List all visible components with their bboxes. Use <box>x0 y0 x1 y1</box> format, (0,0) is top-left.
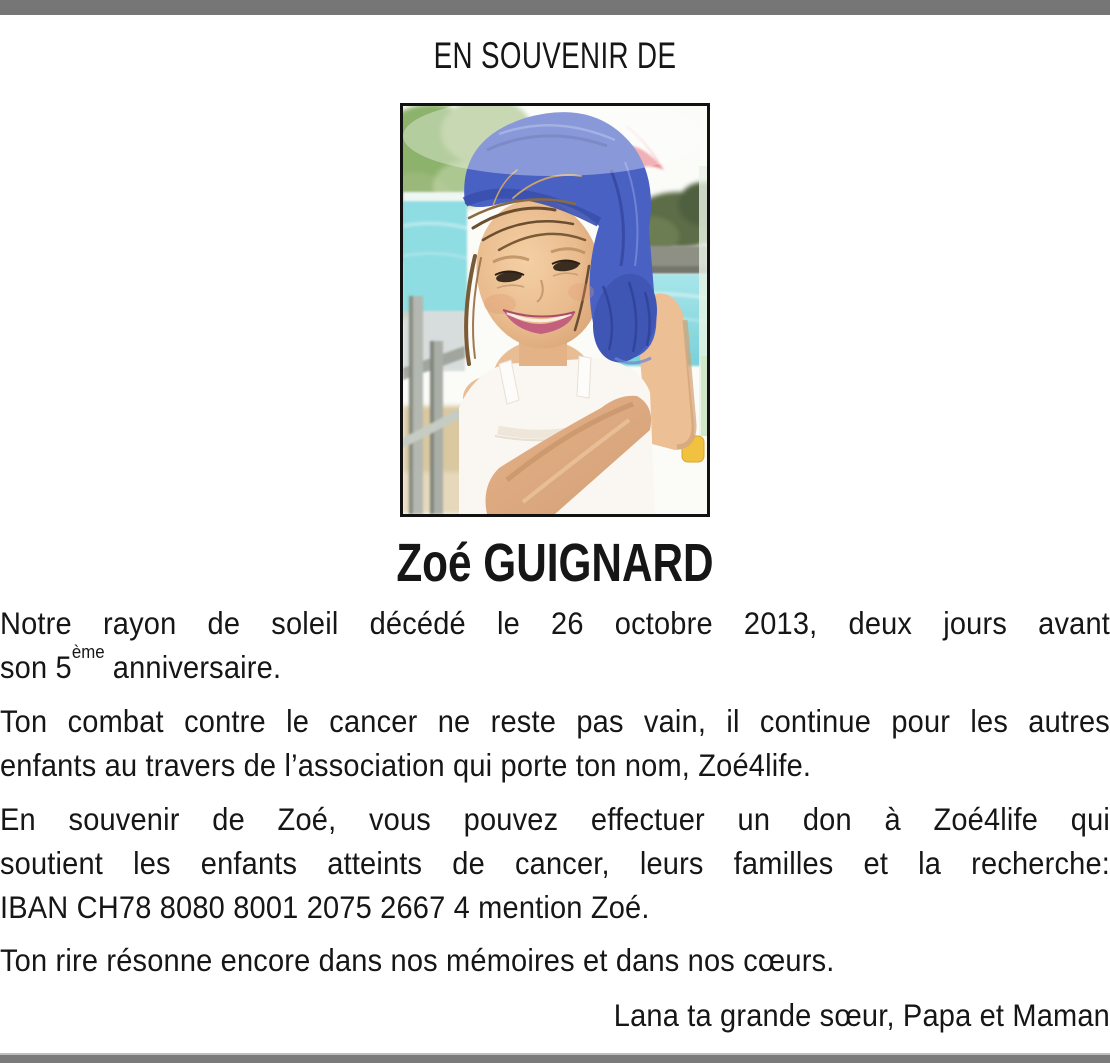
deceased-name: Zoé GUIGNARD <box>396 533 714 593</box>
iban-line: IBAN CH78 8080 8001 2075 2667 4 mention Zoé. <box>0 889 650 925</box>
text-line: Notre rayon de soleil décédé le 26 octobre 2013, deux jours avant <box>0 605 1110 641</box>
text-line: En souvenir de Zoé, vous pouvez effectuer un don à Zoé4life qui <box>0 801 1110 837</box>
family-signature: Lana ta grande sœur, Papa et Maman <box>613 997 1110 1033</box>
paragraph-memory <box>0 938 1110 982</box>
text-line: soutient les enfants atteints de cancer, leurs familles et la recherche: <box>0 845 1110 881</box>
paragraph-death-date <box>0 601 1110 689</box>
bottom-divider-bar <box>0 1053 1110 1063</box>
paragraph-association <box>0 699 1110 787</box>
paragraph-donation <box>0 797 1110 929</box>
text-line: son 5ème anniversaire. <box>0 641 282 685</box>
text-line: enfants au travers de l’association qui porte ton nom, Zoé4life. <box>0 747 812 783</box>
top-divider-bar <box>0 0 1110 15</box>
text-line: Ton combat contre le cancer ne reste pas vain, il continue pour les autres <box>0 703 1110 739</box>
ordinal-superscript: ème <box>71 641 105 663</box>
portrait-photo <box>400 103 710 517</box>
text-line: Ton rire résonne encore dans nos mémoires et dans nos cœurs. <box>0 942 835 978</box>
memorial-header: EN SOUVENIR DE <box>433 35 677 76</box>
